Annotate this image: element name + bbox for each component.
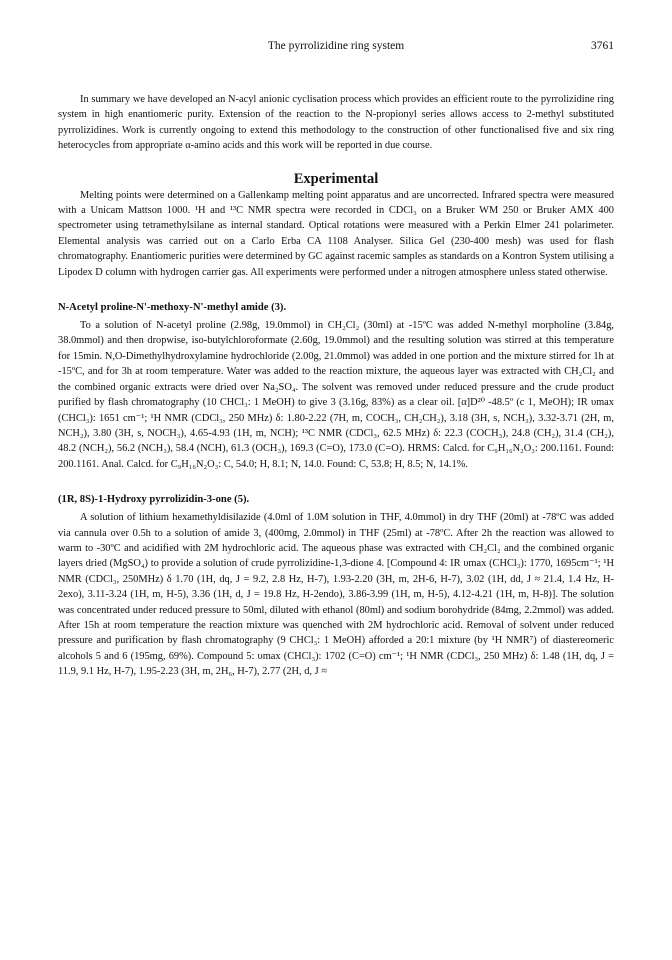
page-header [58,40,614,56]
compound-3-title: N-Acetyl proline-N'-methoxy-N'-methyl amide (3). [58,302,287,314]
section-heading-experimental: Experimental [293,170,379,187]
page-number: 3761 [591,40,614,52]
running-title: The pyrrolizidine ring system [267,40,405,52]
summary-paragraph: In summary we have developed an N-acyl anionic cyclisation process which provides an efficient route to the pyrrolizidine ring system in high enantiomeric purity. Extension of the reaction to the N-propionyl series allows access to 2-methyl substituted pyrrolizidines. Work is currently ongoing to extend this methodology to the construction of other functionalised five and six ring heterocycles from appropriate α-amino acids and this work will be reported in due course. [58,94,614,152]
compound-5-title: (1R, 8S)-1-Hydroxy pyrrolizidin-3-one (5). [58,494,250,506]
page-body [58,92,614,680]
general-methods-paragraph: Melting points were determined on a Gallenkamp melting point apparatus and are uncorrected. Infrared spectra were measured with a Unicam Mattson 1000. ¹H and ¹³C NMR spectra were recorded in CDCl₃ on a Bruker WM 250 or Bruker AMX 400 spectrometer using tetramethylsilane as internal standard. Optical rotations were measured with a Perkin Elmer 241 polarimeter. Elemental analysis was carried out on a Carlo Erba CA 1108 Analyser. Silica Gel (230-400 mesh) was used for flash chromatography. Enantiomeric purities were determined by GC against racemic samples as standards on a Kontron System utilising a Lipodex D column with hydrogen carrier gas. All experiments were performed under a nitrogen atmosphere unless stated otherwise. [58,189,614,278]
compound-5-procedure: A solution of lithium hexamethyldisilazide (4.0ml of 1.0M solution in THF, 4.0mmol) in dry THF (20ml) at -78ºC was added via cannula over 0.5h to a solution of amide 3, (400mg, 2.0mmol) in THF (25ml) at -78ºC. After 2h the reaction was allowed to warm to -30ºC and acidified with 2M hydrochloric acid. The aqueous phase was extracted with CH₂Cl₂ and the combined organic layers dried (MgSO₄) to provide a solution of crude pyrrolizidine-1,3-dione 4. [Compound 4: IR υmax (CHCl₃): 1770, 1695cm⁻¹; ¹H NMR (CDCl₃, 250MHz) δ 1.70 (1H, dq, J = 9.2, 2.8 Hz, H-7), 1.93-2.20 (3H, m, 2H-6, H-7), 3.02 (1H, dd, J ≈ 21.4, 1.4 Hz, H-2exo), 3.11-3.24 (1H, m, H-5), 3.36 (1H, d, J = 19.8 Hz, H-2endo), 3.86-3.99 (1H, m, H-5), 4.12-4.21 (1H, m, H-8)]. The solution was concentrated under reduced pressure to 50ml, diluted with ethanol (80ml) and sodium borohydride (84mg, 2.2mmol) was added. After 15h at room temperature the reaction mixture was quenched with 2M hydrochloric acid. Removal of solvent under reduced pressure and purification by flash chromatography (9 CHCl₃: 1 MeOH) afforded a 20:1 mixture (by ¹H NMR⁷) of diastereomeric alcohols 5 and 6 (195mg, 69%). Compound 5: υmax (CHCl₃): 1702 (C=O) cm⁻¹; ¹H NMR (CDCl₃, 250 MHz) δ: 1.48 (1H, dq, J = 11.9, 9.1 Hz, H-7), 1.95-2.23 (3H, m, 2H₆, H-7), 2.77 (2H, d, J ≈ [58,512,614,678]
compound-3-procedure: To a solution of N-acetyl proline (2.98g, 19.0mmol) in CH₂Cl₂ (30ml) at -15ºC was added N-methyl morpholine (3.84g, 38.0mmol) and then dropwise, iso-butylchloroformate (2.60g, 19.0mmol) and the resulting solution was stirred at this temperature for 15min. N,O-Dimethylhydroxylamine hydrochloride (2.00g, 21.0mmol) was added in one portion and the mixture stirred for 1h at -15ºC, and for 3h at room temperature. Water was added to the reaction mixture, the aqueous layer was extracted with CH₂Cl₂ and the combined organic extracts were dried over Na₂SO₄. The solvent was removed under reduced pressure and the crude product purified by flash chromatography (10 CHCl₃: 1 MeOH) to give 3 (3.16g, 83%) as a clear oil. [α]D²⁰ -48.5º (c 1, MeOH); IR υmax (CHCl₃): 1651 cm⁻¹; ¹H NMR (CDCl₃, 250 MHz) δ: 1.80-2.22 (7H, m, COCH₃, CH₂CH₂), 3.18 (3H, s, NCH₃), 3.32-3.71 (2H, m, NCH₂), 3.80 (3H, s, NOCH₃), 4.65-4.93 (1H, m, NCH); ¹³C NMR (CDCl₃, 62.5 MHz) δ: 22.3 (COCH₃), 24.8 (CH₂), 31.4 (CH₂), 48.2 (NCH₂), 56.2 (NCH₃), 58.4 (NCH), 61.3 (OCH₃), 169.3 (C=O), 173.0 (C=O). HRMS: Calcd. for C₉H₁₆N₂O₃: 200.1161. Found: 200.1161. Anal. Calcd. for C₉H₁₆N₂O₃: C, 54.0; H, 8.1; N, 14.0. Found: C, 53.8; H, 8.5; N, 14.1%. [58,320,614,470]
